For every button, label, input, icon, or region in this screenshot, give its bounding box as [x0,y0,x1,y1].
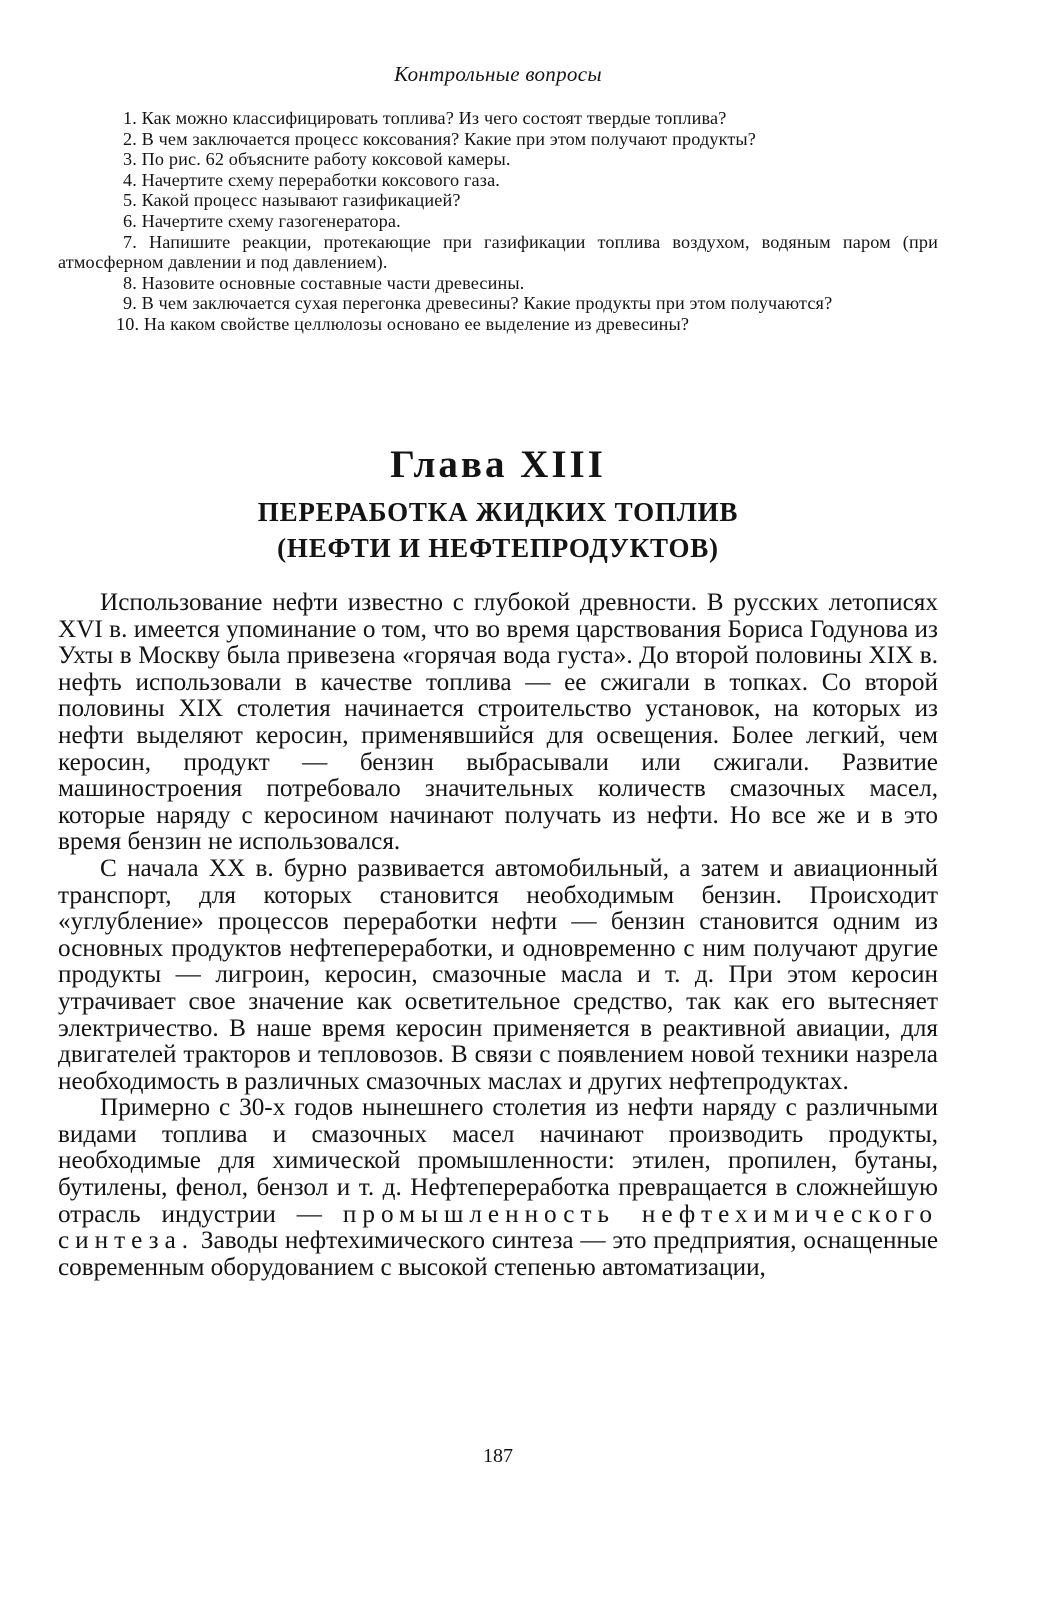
question-item: 5. Какой процесс называют газификацией? [123,190,461,211]
emphasized-term: промышленность нефтехимического синтеза. [58,1200,938,1255]
chapter-subtitle-line: (НЕФТИ И НЕФТЕПРОДУКТОВ) [277,533,719,563]
paragraph: С начала XX в. бурно развивается автомобильный, а затем и авиационный транспорт, для которых становится необходимым бензин. Происходит «углубление» процессов переработки нефти — бензин становится одним из основных продуктов нефтепереработки, и одновременно с ним получают другие продукты — лигроин, керосин, смазочные масла и т. д. При этом керосин утрачивает свое значение как осветительное средство, так как его вытесняет электричество. В наше время керосин применяется в реактивной авиации, для двигателей тракторов и тепловозов. В связи с появлением новой техники назрела необходимость в различных смазочных маслах и других нефтепродуктах. [58,854,938,1095]
section-heading: Контрольные вопросы [394,62,602,86]
document-page [58,0,938,1600]
question-item: 6. Начертите схему газогенератора. [123,210,401,231]
question-item: 7. Напишите реакции, протекающие при газификации топлива воздухом, водяным паром (при атмосферном давлении и под давлением). [58,231,938,273]
body-text [58,590,938,1281]
question-item: 10. На каком свойстве целлюлозы основано ее выделение из древесины? [116,313,690,334]
page-number: 187 [483,1445,513,1467]
question-item: 3. По рис. 62 объясните работу коксовой камеры. [123,149,511,170]
chapter-subtitle [58,494,938,566]
paragraph: Использование нефти известно с глубокой древности. В русских летописях XVI в. имеется упоминание о том, что во время царствования Бориса Годунова из Ухты в Москву была привезена «горячая вода густа». До второй половины XIX в. нефть использовали в качестве топлива — ее сжигали в топках. Со второй половины XIX столетия начинается строительство установок, на которых из нефти выделяют керосин, применявшийся для освещения. Более легкий, чем керосин, продукт — бензин выбрасывали или сжигали. Развитие машиностроения потребовало значительных количеств смазочных масел, которые наряду с керосином начинают получать из нефти. Но все же и в это время бензин не использовался. [58,589,938,856]
question-item: 9. В чем заключается сухая перегонка древесины? Какие продукты при этом получаются? [123,293,833,314]
paragraph-text: Заводы нефтехимического синтеза — это предприятия, оснащенные современным оборудованием с высокой степенью автоматизации, [58,1227,939,1281]
question-list [58,108,938,335]
paragraph [58,1095,938,1281]
question-item: 1. Как можно классифицировать топлива? Из чего состоят твердые топлива? [123,108,727,128]
paragraph-text: Примерно с 30-х годов нынешнего столетия из нефти наряду с различными видами топлива и смазочных масел начинают производить продукты, необходимые для химической промышленности: этилен, пропилен, бутаны, бутилены, фенол, бензол и т. д. Нефтепереработка превращается в сложнейшую отрасль индустрии — [58,1094,938,1228]
question-item: 2. В чем заключается процесс коксования? Какие при этом получают продукты? [123,128,757,149]
chapter-subtitle-line: ПЕРЕРАБОТКА ЖИДКИХ ТОПЛИВ [257,497,739,527]
question-item: 8. Назовите основные составные части древесины. [123,272,525,293]
question-item: 4. Начертите схему переработки коксового газа. [123,169,500,190]
chapter-title: Глава XIII [390,443,606,486]
